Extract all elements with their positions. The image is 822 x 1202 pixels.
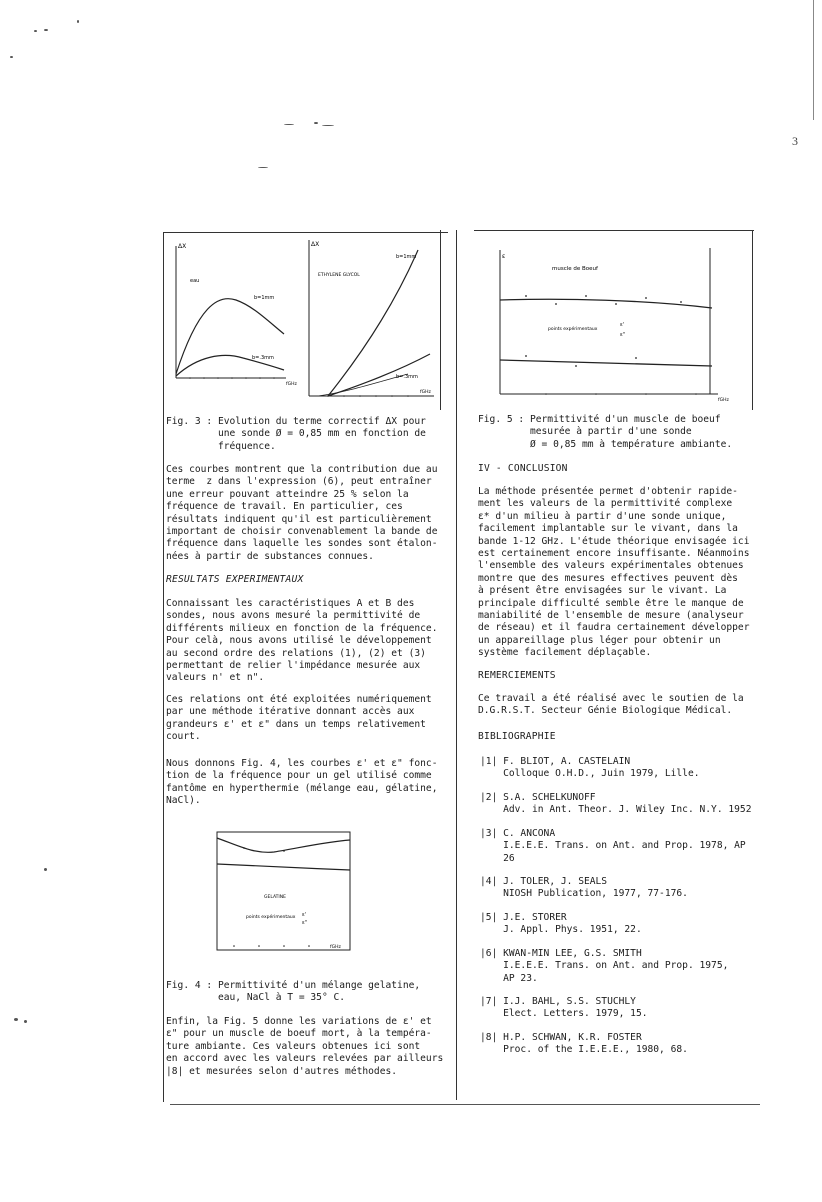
section-title-resultats: RESULTATS EXPERIMENTAUX [166,574,304,585]
fig5-ylabel: ε [502,253,506,260]
fig5-right-rule [752,230,753,410]
thanks-text: Ce travail a été réalisé avec le soutien de la D.G.R.S.T. Secteur Génie Biologique Médical. [478,693,744,717]
fig3a-ylabel: ΔX [178,243,187,250]
bib-entry-7: |7| I.J. BAHL, S.S. STUCHLY Elect. Letters. 1979, 15. [480,996,648,1020]
fig4-label1: GELATINE [264,895,286,900]
fig3b-ylabel: ΔX [311,241,320,248]
bib-entry-2: |2| S.A. SCHELKUNOFF Adv. in Ant. Theor. J. Wiley Inc. N.Y. 1952 [480,792,752,816]
fig5-curve-eps2 [500,360,712,366]
fig4-curve-eps2 [217,864,350,870]
middle-frame-rule [456,230,457,1100]
fig5-caption: Fig. 5 : Permittivité d'un muscle de boeuf mesurée à partir d'une sonde Ø = 0,85 mm à température ambiante. [478,414,733,450]
bottom-rule [170,1104,760,1105]
fig3b-xlabel: fGHz [420,390,431,395]
svg-text:ε': ε' [620,322,625,328]
fig4-xlabel: fGHz [330,945,341,950]
thanks-title: REMERCIEMENTS [478,670,556,681]
fig4-curve-eps1 [217,838,350,852]
fig3-right-rule [440,230,441,410]
bib-entry-4: |4| J. TOLER, J. SEALS NIOSH Publication, 1977, 77-176. [480,876,688,900]
fig5-curve-eps1 [500,299,712,308]
fig3-caption: Fig. 3 : Evolution du terme correctif ΔX pour une sonde Ø = 0,85 mm en fonction de fréquence. [166,416,426,452]
left-para-5: Enfin, la Fig. 5 donne les variations de ε' et ε" pour un muscle de boeuf mort, à la tempéra- ture ambiante. Ces valeurs obtenues ici sont en accord avec les valeurs relevées par ailleurs |8| et mesurées selon d'autres méthodes. [166,1016,444,1077]
left-para-1: Ces courbes montrent que la contribution due au terme z dans l'expression (6), peut entraîner une erreur pouvant atteindre 25 % selon la fréquence de travail. En particulier, ces résultats indiquent qu'il est particulièrement important de choisir convenablement la bande de fréquence dans laquelle les sondes sont étalon- nées à partir de substances connues. [166,464,438,562]
fig5-title: muscle de Boeuf [552,266,598,272]
bib-entry-3: |3| C. ANCONA I.E.E.E. Trans. on Ant. and Prop. 1978, AP 26 [480,828,746,864]
fig5-xlabel: fGHz [718,398,729,403]
left-para-2: Connaissant les caractéristiques A et B des sondes, nous avons mesuré la permittivité de différents milieux en fonction de la fréquence. Pour celà, nous avons utilisé le développement au second ordre des relations (1), (2) et (3) permettant de relier l'impédance mesurée aux valeurs n' et n". [166,598,438,684]
left-frame-rule [163,232,164,1102]
fig4-label2: points expérimentaux [246,915,296,920]
top-frame-rule-right [474,230,754,231]
conclusion-text: La méthode présentée permet d'obtenir rapide- ment les valeurs de la permittivité complexe ε* d'un milieu à partir d'une sonde unique, facilement implantable sur le vivant, dans la bande 1-12 GHz. L'étude théorique envisagée ici est certainement encore insuffisante. Néanmoins l'ensemble des valeurs expérimentales obtenues montre que des mesures effectives peuvent dès à présent être envisagées sur le vivant. La principale difficulté semble être le manque de maniabilité de l'ensemble de mesure (analyseur de réseau) et il faudra certainement développer un appareillage plus léger pour obtenir un système facilement déplaçable. [478,486,750,659]
fig3a-curve2-label: b=.3mm [252,355,274,361]
bib-entry-6: |6| KWAN-MIN LEE, G.S. SMITH I.E.E.E. Trans. on Ant. and Prop. 1975, AP 23. [480,948,729,984]
fig3b-curve2-label: b=.3mm [396,374,418,380]
fig3a-curve1 [176,299,284,374]
bib-entry-1: |1| F. BLIOT, A. CASTELAIN Colloque O.H.D., Juin 1979, Lille. [480,756,700,780]
fig3-plots [168,236,440,402]
svg-text:ε': ε' [302,912,307,918]
left-para-4: Nous donnons Fig. 4, les courbes ε' et ε" fonc- tion de la fréquence pour un gel utilisé comme fantôme en hyperthermie (mélange eau, gélatine, NaCl). [166,758,438,807]
fig4-caption: Fig. 4 : Permittivité d'un mélange gelatine, eau, NaCl à T = 35° C. [166,980,421,1004]
bib-entry-5: |5| J.E. STORER J. Appl. Phys. 1951, 22. [480,912,642,936]
left-para-3: Ces relations ont été exploitées numériquement par une méthode itérative donnant accès aux grandeurs ε' et ε" dans un temps relativement court. [166,694,432,743]
fig3a-curve1-label: b=1mm [254,295,275,301]
fig5-plot [486,244,748,404]
fig3b-label-top: ETHYLENE GLYCOL [318,273,360,278]
fig3b-curve1-label: b=1mm [396,254,417,260]
svg-text:ε": ε" [302,920,308,926]
fig3b-panel [309,240,434,397]
biblio-title: BIBLIOGRAPHIE [478,731,556,742]
bib-entry-8: |8| H.P. SCHWAN, K.R. FOSTER Proc. of the I.E.E.E., 1980, 68. [480,1032,688,1056]
fig3a-label-top: eau [190,278,200,284]
page-number: 3 [792,134,798,148]
svg-text:ε": ε" [620,332,626,338]
fig3a-panel [176,243,297,387]
top-frame-rule-left [163,232,448,233]
conclusion-title: IV - CONCLUSION [478,463,568,474]
fig5-label-points: points expérimentaux [548,327,598,332]
fig4-plot [214,826,354,954]
fig3a-xlabel: fGHz [286,382,297,387]
